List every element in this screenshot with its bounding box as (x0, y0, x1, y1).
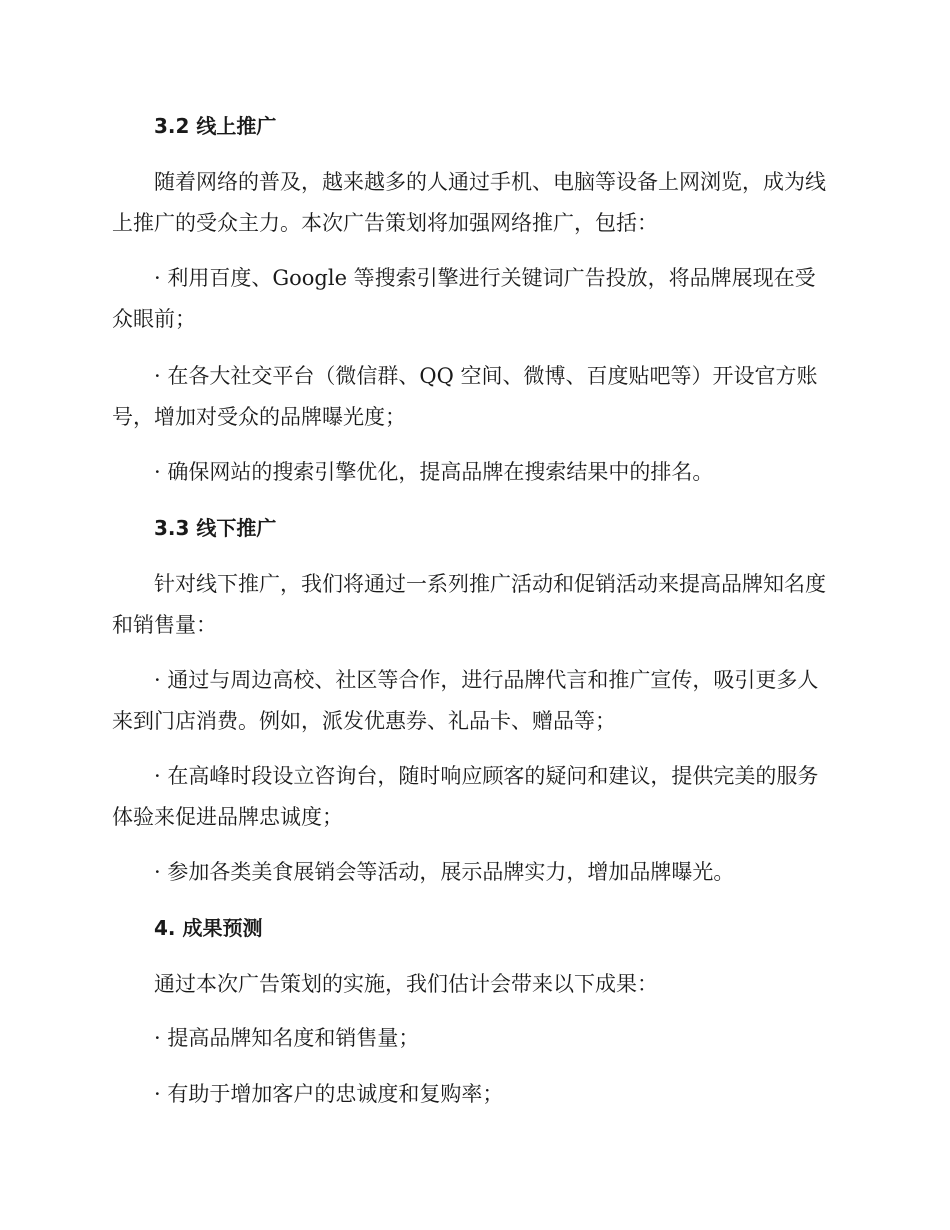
bullet-customer-loyalty: · 有助于增加客户的忠诚度和复购率； (154, 1082, 504, 1106)
section-heading-3-3: 3.3 线下推广 (154, 516, 277, 540)
bullet-brand-awareness: · 提高品牌知名度和销售量； (154, 1026, 420, 1050)
bullet-food-expo: · 参加各类美食展销会等活动，展示品牌实力，增加品牌曝光。 (154, 860, 735, 884)
paragraph-offline-intro: 针对线下推广，我们将通过一系列推广活动和促销活动来提高品牌知名度和销售量： (112, 572, 826, 637)
bullet-partnerships: · 通过与周边高校、社区等合作，进行品牌代言和推广宣传，吸引更多人来到门店消费。例如，派发优惠券、礼品卡、赠品等； (112, 668, 819, 733)
paragraph-results-intro: 通过本次广告策划的实施，我们估计会带来以下成果： (154, 972, 658, 996)
section-heading-4: 4. 成果预测 (154, 916, 263, 940)
bullet-search-ads: · 利用百度、Google 等搜索引擎进行关键词广告投放，将品牌展现在受众眼前； (112, 266, 816, 331)
bullet-social-platforms: · 在各大社交平台（微信群、QQ 空间、微博、百度贴吧等）开设官方账号，增加对受众的品牌曝光度； (112, 364, 818, 429)
paragraph-online-intro: 随着网络的普及，越来越多的人通过手机、电脑等设备上网浏览，成为线上推广的受众主力。本次广告策划将加强网络推广，包括： (112, 170, 826, 235)
bullet-help-desk: · 在高峰时段设立咨询台，随时响应顾客的疑问和建议，提供完美的服务体验来促进品牌忠诚度； (112, 764, 819, 829)
section-heading-3-2: 3.2 线上推广 (154, 114, 277, 138)
bullet-seo: · 确保网站的搜索引擎优化，提高品牌在搜索结果中的排名。 (154, 460, 714, 484)
